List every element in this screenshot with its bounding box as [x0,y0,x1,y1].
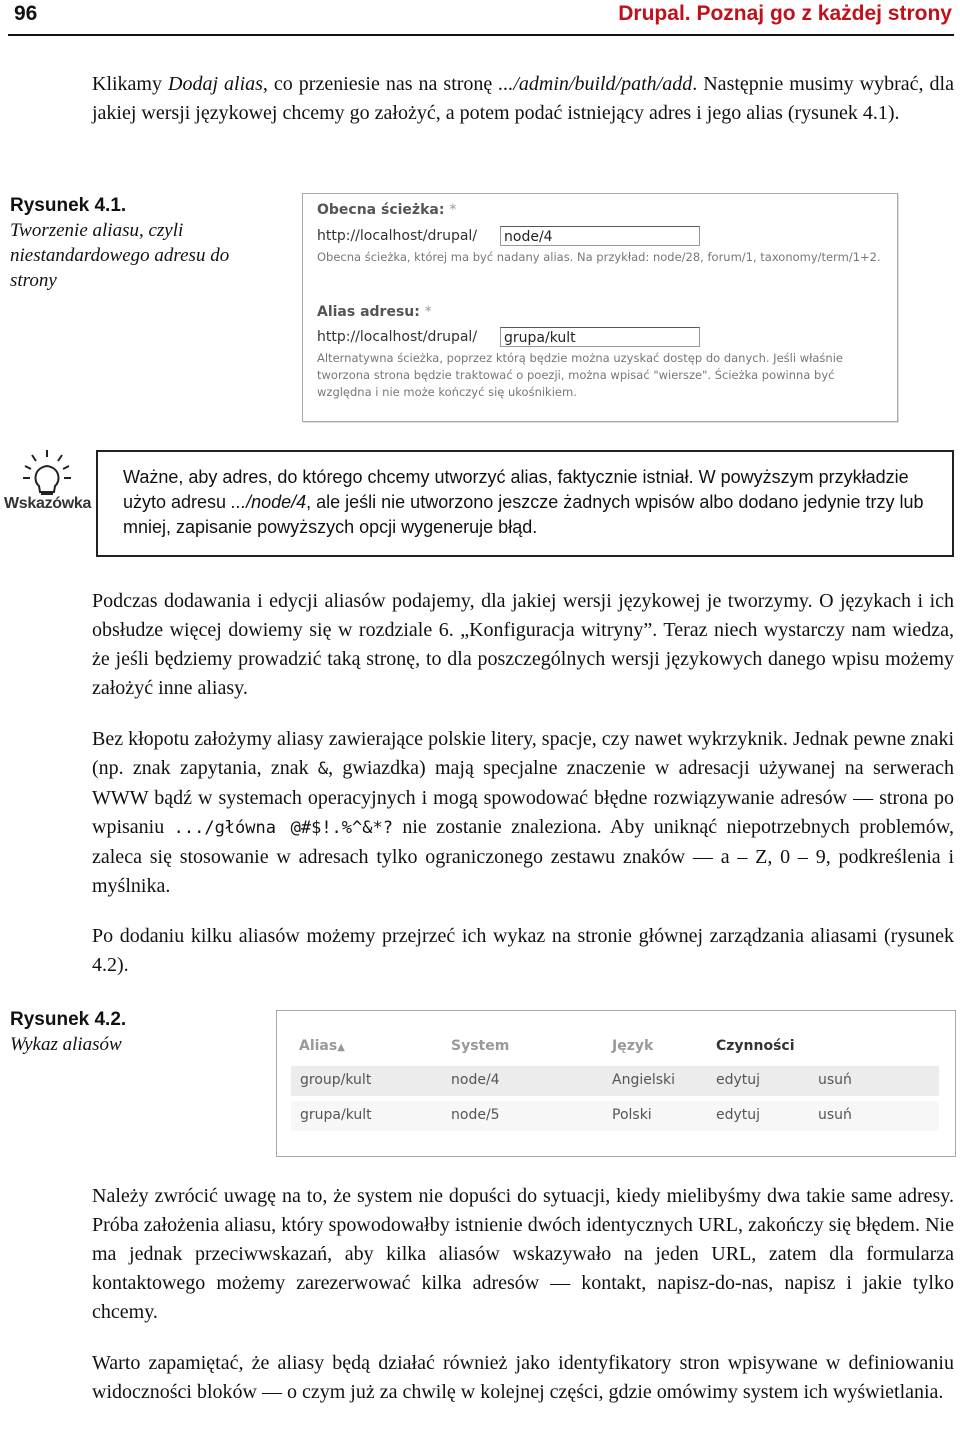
figure-1-label [10,194,240,293]
tip-box [96,450,954,557]
alias-label: Alias adresu: * [317,304,432,320]
paragraph-duplicates: Należy zwrócić uwagę na to, że system nie dopuści do sytuacji, kiedy mielibyśmy dwa takie same adresy. Próba założenia aliasu, który spowodowałby istnienie dwóch identycznych URL, zakończy się błędem. Nie ma jednak przeciwwskazań, aby kilka aliasów wskazywało na jeden URL, zatem dla formularza kontaktowego możemy zarezerwować kilka adresów — kontakt, napisz-do-nas, napisz i jakie tylko chcemy. [92,1185,954,1323]
paragraph-alias-list: Po dodaniu kilku aliasów możemy przejrzeć ich wykaz na stronie głównej zarządzania aliasami (rysunek 4.2). [92,925,954,976]
figure-2-label [10,1008,240,1057]
alias-input[interactable]: grupa/kult [500,327,700,347]
paragraph-intro: Klikamy Dodaj alias, co przeniesie nas na stronę .../admin/build/path/add. Następnie musimy wybrać, dla jakiej wersji językowej chcemy go założyć, a potem podać istniejący adres i jego alias (rysunek 4.1). [92,73,954,124]
column-header-language[interactable]: Język [612,1038,654,1054]
alias-cell: group/kult [300,1072,372,1088]
figure-2-caption: Wykaz aliasów [10,1034,122,1055]
current-path-input[interactable]: node/4 [500,226,700,246]
alias-prefix: http://localhost/drupal/ [317,329,478,345]
tip-label: Wskazówka [4,495,92,512]
table-row [291,1066,939,1096]
chapter-title: Drupal. Poznaj go z każdej strony [618,2,952,25]
page-header [8,0,954,36]
delete-link[interactable]: usuń [818,1107,852,1123]
edit-link[interactable]: edytuj [716,1072,761,1088]
column-header-actions: Czynności [716,1038,795,1054]
paragraph-languages: Podczas dodawania i edycji aliasów podajemy, dla jakiej wersji językowej je tworzymy. O językach i ich obsłudze więcej dowiemy się w rozdziale 6. „Konfiguracja witryny”. Teraz niech wystarczy nam wiedza, że jeśli będziemy prowadzić taką stronę, to dla poszczególnych wersji językowych danego wpisu możemy założyć inne aliasy. [92,590,954,699]
current-path-prefix: http://localhost/drupal/ [317,228,478,244]
column-header-system[interactable]: System [451,1038,510,1054]
figure-1-caption: Tworzenie aliasu, czyli niestandardowego adresu do strony [10,220,230,291]
delete-link[interactable]: usuń [818,1072,852,1088]
sort-ascending-icon: ▲ [337,1042,345,1053]
current-path-label: Obecna ścieżka: * [317,202,457,218]
paragraph-identifiers: Warto zapamiętać, że aliasy będą działać również jako identyfikatory stron wpisywane w definiowaniu widoczności bloków — o czym już za chwilę w kolejnej części, gdzie omówimy system ich wyświetlania. [92,1352,954,1403]
table-row [291,1101,939,1131]
alias-help: Alternatywna ścieżka, poprzez którą będzie można uzyskać dostęp do danych. Jeśli właśnie tworzona strona będzie traktować o poezji, można wpisać "wiersze". Ścieżka powinna być względna i nie może kończyć się ukośnikiem. [317,351,843,399]
paragraph-special-chars: Bez kłopotu założymy aliasy zawierające polskie litery, spacje, czy nawet wykrzyknik. Jednak pewne znaki (np. znak zapytania, znak &, gwiazdka) mają specjalne znaczenie w adresacji używanej na serwerach WWW bądź w systemach operacyjnych i mogą spowodować błędne rozwiązywanie adresów — strona po wpisaniu .../główna @#$!.%^&*? nie zostanie znaleziona. Aby uniknąć niepotrzebnych problemów, zaleca się stosowanie w adresach tylko ograniczonego zestawu znaków — a – Z, 0 – 9, podkreślenia i myślnika. [92,728,954,897]
system-cell: node/4 [451,1072,500,1088]
alias-form-screenshot [302,193,898,422]
page-number: 96 [14,2,38,25]
edit-link[interactable]: edytuj [716,1107,761,1123]
alias-cell: grupa/kult [300,1107,372,1123]
language-cell: Polski [612,1107,652,1123]
current-path-help: Obecna ścieżka, której ma być nadany alias. Na przykład: node/28, forum/1, taxonomy/term/1+2. [317,250,881,264]
system-cell: node/5 [451,1107,500,1123]
figure-1-number: Rysunek 4.1. [10,195,127,216]
figure-2-number: Rysunek 4.2. [10,1009,127,1030]
column-header-alias[interactable]: Alias▲ [299,1038,345,1054]
language-cell: Angielski [612,1072,676,1088]
tip-text: Ważne, aby adres, do którego chcemy utworzyć alias, faktycznie istniał. W powyższym przykładzie użyto adresu .../node/4, ale jeśli nie utworzono jeszcze żadnych wpisów albo dodano jedynie trzy lub mniej, zapisanie powyższych opcji wygeneruje błąd. [123,467,924,537]
alias-list-table [276,1010,956,1157]
